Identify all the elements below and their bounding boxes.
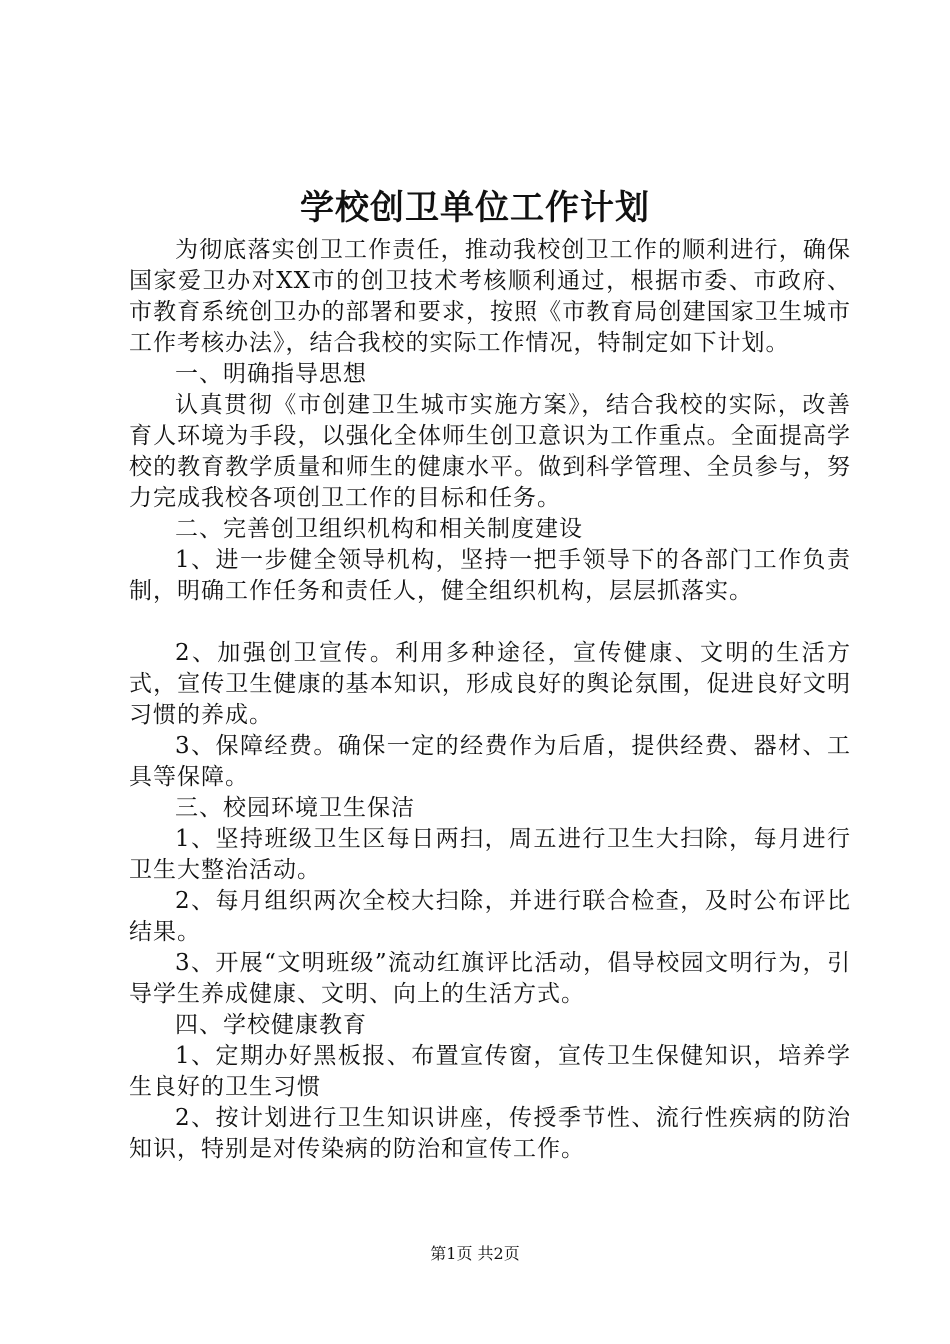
- paragraph-item-4-1: 1、定期办好黑板报、布置宣传窗，宣传卫生保健知识，培养学生良好的卫生习惯: [129, 1043, 851, 1100]
- paragraph-section-1: 认真贯彻《市创建卫生城市实施方案》，结合我校的实际，改善育人环境为手段，以强化全体师生创卫意识为工作重点。全面提高学校的教育教学质量和师生的健康水平。做到科学管理、全员参与，努力完成我校各项创卫工作的目标和任务。: [129, 392, 851, 511]
- heading-section-2: 二、完善创卫组织机构和相关制度建设: [175, 516, 583, 542]
- paragraph-item-2-3: 3、保障经费。确保一定的经费作为后盾，提供经费、器材、工具等保障。: [129, 733, 851, 790]
- heading-section-1: 一、明确指导思想: [175, 361, 367, 387]
- page-footer: 第1页 共2页: [430, 1244, 520, 1263]
- paragraph-item-3-3: 3、开展“文明班级”流动红旗评比活动，倡导校园文明行为，引导学生养成健康、文明、向上的生活方式。: [129, 950, 851, 1007]
- paragraph-item-4-2: 2、按计划进行卫生知识讲座，传授季节性、流行性疾病的防治知识，特别是对传染病的防治和宣传工作。: [129, 1105, 851, 1162]
- heading-section-4: 四、学校健康教育: [175, 1012, 367, 1038]
- heading-section-3: 三、校园环境卫生保洁: [175, 795, 415, 821]
- paragraph-intro: 为彻底落实创卫工作责任，推动我校创卫工作的顺利进行，确保国家爱卫办对XX市的创卫技术考核顺利通过，根据市委、市政府、市教育系统创卫办的部署和要求，按照《市教育局创建国家卫生城市工作考核办法》，结合我校的实际工作情况，特制定如下计划。: [129, 237, 851, 356]
- document-body: [129, 235, 851, 1165]
- paragraph-item-3-2: 2、每月组织两次全校大扫除，并进行联合检查，及时公布评比结果。: [129, 888, 851, 945]
- paragraph-item-2-1: 1、进一步健全领导机构，坚持一把手领导下的各部门工作负责制，明确工作任务和责任人，健全组织机构，层层抓落实。: [129, 547, 851, 604]
- document-title: 学校创卫单位工作计划: [300, 188, 650, 228]
- paragraph-item-3-1: 1、坚持班级卫生区每日两扫，周五进行卫生大扫除，每月进行卫生大整治活动。: [129, 826, 851, 883]
- paragraph-item-2-2: 2、加强创卫宣传。利用多种途径，宣传健康、文明的生活方式，宣传卫生健康的基本知识，形成良好的舆论氛围，促进良好文明习惯的养成。: [129, 640, 851, 728]
